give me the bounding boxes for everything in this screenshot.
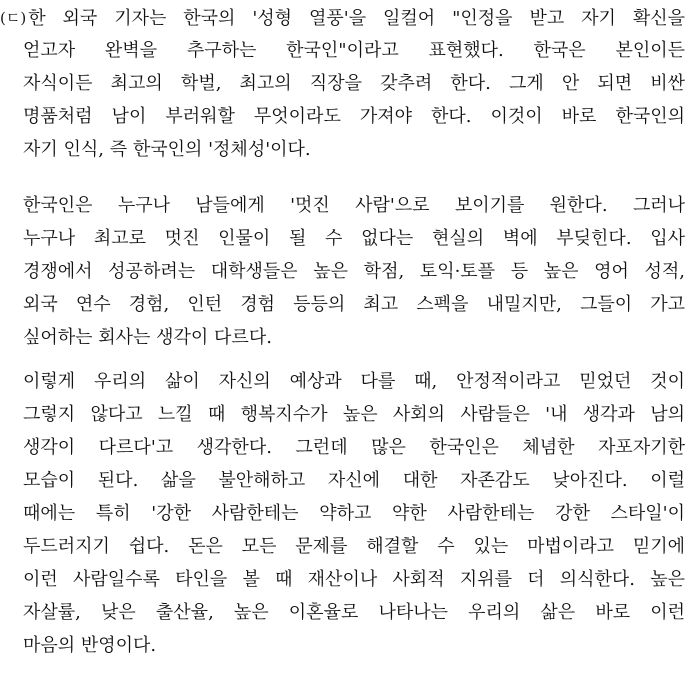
passage-line: 자살률, 낮은 출산율, 높은 이혼율로 나타나는 우리의 삶은 바로 이런 [23, 602, 685, 623]
passage-line: 자식이든 최고의 학벌, 최고의 직장을 갖추려 한다. 그게 안 되면 비싼 [23, 73, 685, 94]
passage-line: 싶어하는 회사는 생각이 다르다. [23, 327, 272, 348]
passage-line: 한국인은 누구나 남들에게 '멋진 사람'으로 보이기를 원한다. 그러나 [23, 195, 685, 216]
passage-line: 마음의 반영이다. [23, 635, 157, 656]
passage-line: 두드러지기 쉽다. 돈은 모든 문제를 해결할 수 있는 마법이라고 믿기에 [23, 536, 685, 557]
passage-line: 그렇지 않다고 느낄 때 행복지수가 높은 사회의 사람들은 '내 생각과 남의 [23, 404, 685, 425]
passage-line: 얻고자 완벽을 추구하는 한국인"이라고 표현했다. 한국은 본인이든 [23, 40, 685, 61]
passage-line: 이런 사람일수록 타인을 볼 때 재산이나 사회적 지위를 더 의식한다. 높은 [23, 569, 685, 590]
passage-line: 외국 연수 경험, 인턴 경험 등등의 최고 스펙을 내밀지만, 그들이 가고 [23, 294, 685, 315]
passage-line-text: 한 외국 기자는 한국의 '성형 열풍'을 일컬어 "인정을 받고 자기 확신을 [28, 8, 685, 29]
passage-line: 생각이 다르다'고 생각한다. 그런데 많은 한국인은 체념한 자포자기한 [23, 437, 685, 458]
passage-line: 이렇게 우리의 삶이 자신의 예상과 다를 때, 안정적이라고 믿었던 것이 [23, 371, 685, 392]
passage-line: 때에는 특히 '강한 사람한테는 약하고 약한 사람한테는 강한 스타일'이 [23, 503, 685, 524]
passage-line: 경쟁에서 성공하려는 대학생들은 높은 학점, 토익·토플 등 높은 영어 성적, [23, 261, 685, 282]
passage-line: 자기 인식, 즉 한국인의 '정체성'이다. [23, 139, 311, 160]
passage-line: 명품처럼 남이 부러워할 무엇이라도 가져야 한다. 이것이 바로 한국인의 [23, 106, 685, 127]
passage-line: 누구나 최고로 멋진 인물이 될 수 없다는 현실의 벽에 부딪힌다. 입사 [23, 228, 685, 249]
passage-line [0, 2, 685, 34]
passage-line: 모습이 된다. 삶을 불안해하고 자신에 대한 자존감도 낮아진다. 이럴 [23, 470, 685, 491]
passage-marker: (ㄷ) [0, 9, 27, 27]
